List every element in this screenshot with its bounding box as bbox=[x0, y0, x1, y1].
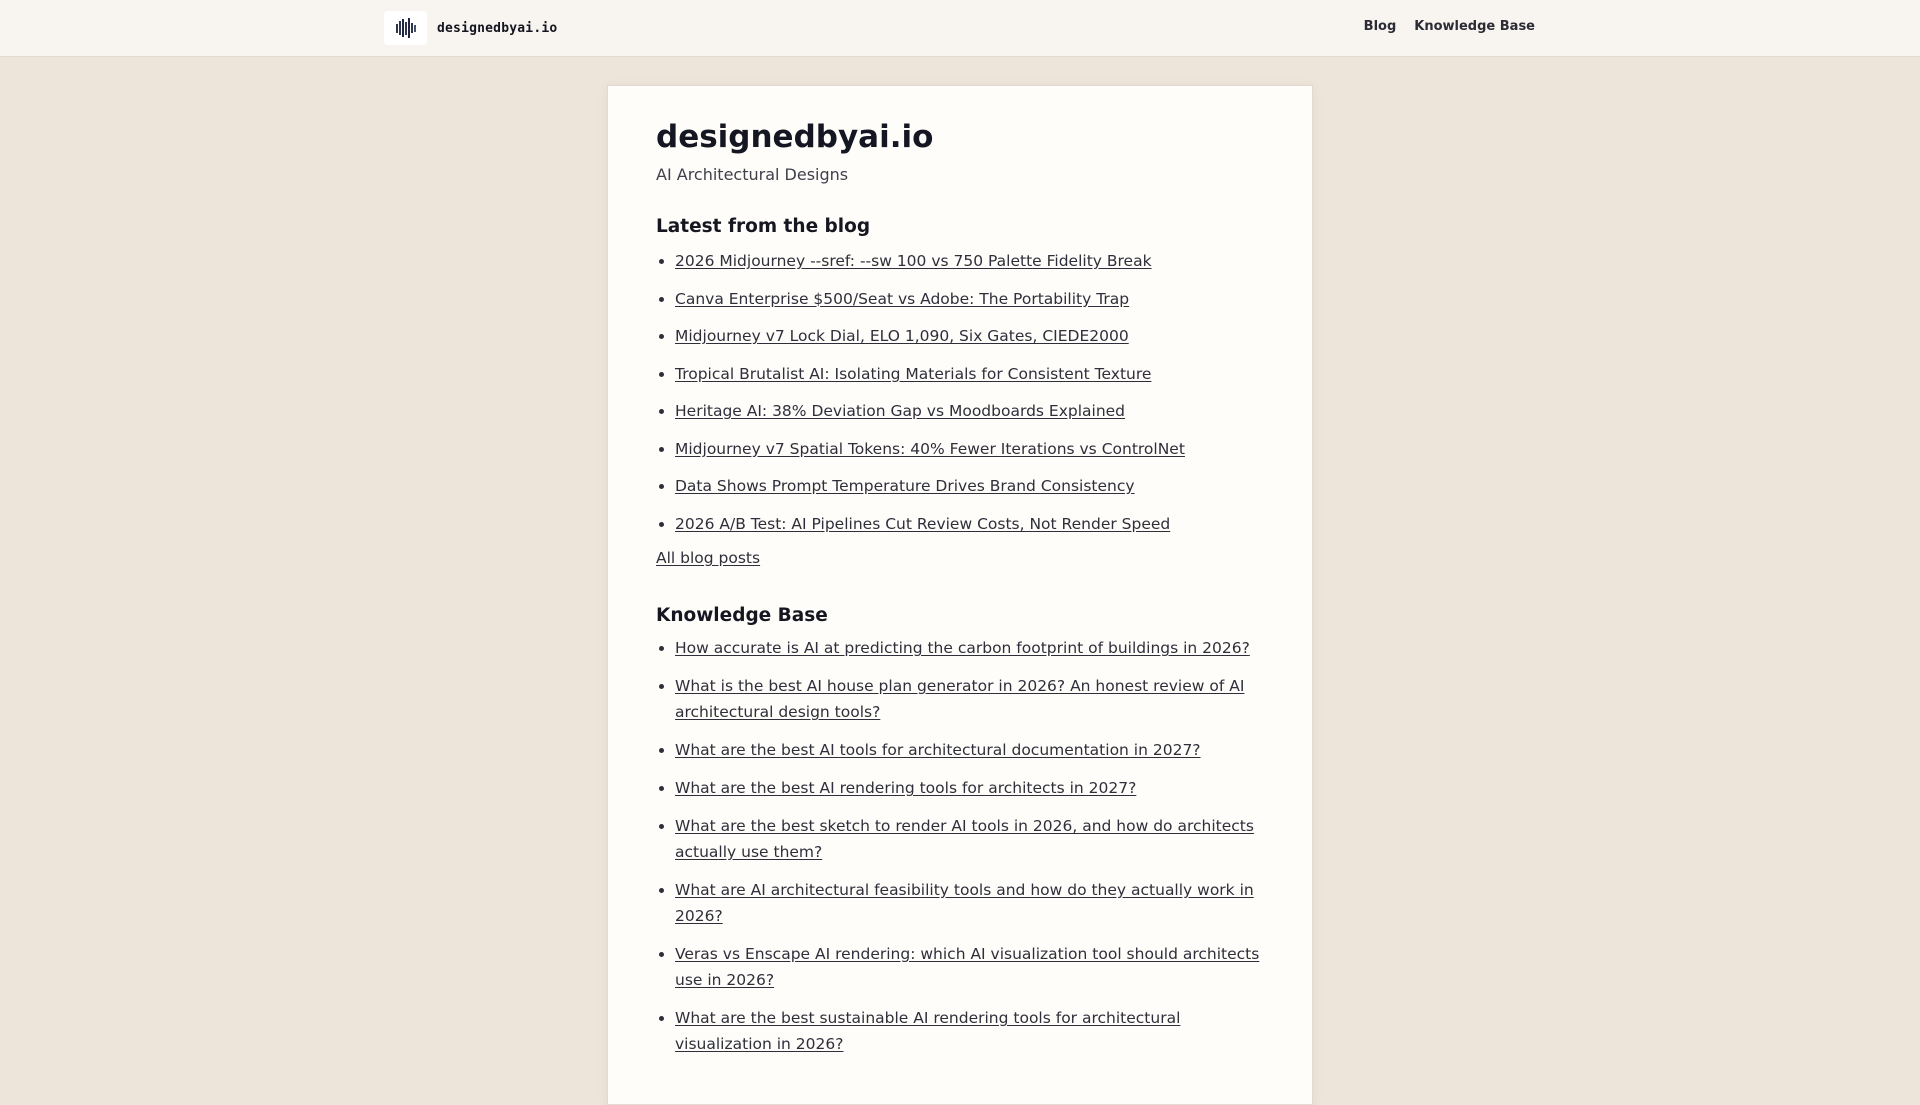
list-item bbox=[675, 286, 1264, 312]
blog-post-link[interactable]: 2026 Midjourney --sref: --sw 100 vs 750 Palette Fidelity Break bbox=[675, 252, 1152, 271]
list-item bbox=[675, 248, 1264, 274]
list-item bbox=[675, 511, 1264, 537]
list-item bbox=[675, 398, 1264, 424]
brand-name: designedbyai.io bbox=[437, 20, 558, 36]
page-subtitle: AI Architectural Designs bbox=[656, 165, 849, 185]
knowledge-base-link[interactable]: What is the best AI house plan generator in 2026? An honest review of AI architectural design tools? bbox=[675, 677, 1245, 722]
knowledge-base-link[interactable]: How accurate is AI at predicting the carbon footprint of buildings in 2026? bbox=[675, 639, 1250, 658]
nav-knowledge-base-link[interactable]: Knowledge Base bbox=[1414, 19, 1535, 34]
knowledge-base-link[interactable]: Veras vs Enscape AI rendering: which AI visualization tool should architects use in 2026? bbox=[675, 945, 1260, 990]
knowledge-base-link[interactable]: What are the best AI rendering tools for architects in 2027? bbox=[675, 779, 1137, 798]
knowledge-base-heading: Knowledge Base bbox=[656, 605, 828, 627]
list-item bbox=[675, 1005, 1264, 1057]
blog-post-link[interactable]: Canva Enterprise $500/Seat vs Adobe: The Portability Trap bbox=[675, 289, 1130, 308]
blog-section-heading: Latest from the blog bbox=[656, 216, 871, 238]
page-title: designedbyai.io bbox=[656, 119, 934, 155]
blog-post-link[interactable]: Tropical Brutalist AI: Isolating Materials for Consistent Texture bbox=[675, 364, 1152, 383]
all-blog-posts-link[interactable]: All blog posts bbox=[656, 549, 761, 568]
blog-post-link[interactable]: Data Shows Prompt Temperature Drives Brand Consistency bbox=[675, 477, 1135, 496]
blog-post-link[interactable]: Heritage AI: 38% Deviation Gap vs Moodboards Explained bbox=[675, 402, 1126, 421]
list-item bbox=[675, 436, 1264, 462]
list-item bbox=[675, 941, 1264, 993]
top-navigation-bar bbox=[0, 0, 1920, 57]
content-card bbox=[607, 85, 1313, 1105]
brand-home-link[interactable] bbox=[384, 11, 557, 45]
nav-blog-link[interactable]: Blog bbox=[1363, 19, 1397, 34]
soundwave-logo-icon bbox=[384, 11, 427, 45]
list-item bbox=[675, 775, 1264, 801]
list-item bbox=[675, 877, 1264, 929]
list-item bbox=[675, 635, 1264, 661]
list-item bbox=[675, 473, 1264, 499]
blog-post-list bbox=[656, 248, 1264, 537]
blog-post-link[interactable]: 2026 A/B Test: AI Pipelines Cut Review Costs, Not Render Speed bbox=[675, 514, 1171, 533]
knowledge-base-link[interactable]: What are the best sustainable AI rendering tools for architectural visualization in 2026? bbox=[675, 1009, 1181, 1054]
list-item bbox=[675, 323, 1264, 349]
list-item bbox=[675, 813, 1264, 865]
blog-post-link[interactable]: Midjourney v7 Lock Dial, ELO 1,090, Six Gates, CIEDE2000 bbox=[675, 327, 1129, 346]
knowledge-base-link[interactable]: What are the best sketch to render AI tools in 2026, and how do architects actually use them? bbox=[675, 817, 1254, 862]
knowledge-base-link[interactable]: What are the best AI tools for architectural documentation in 2027? bbox=[675, 741, 1201, 760]
list-item bbox=[675, 361, 1264, 387]
knowledge-base-list bbox=[656, 635, 1264, 1057]
list-item bbox=[675, 737, 1264, 763]
list-item bbox=[675, 673, 1264, 725]
knowledge-base-link[interactable]: What are AI architectural feasibility tools and how do they actually work in 2026? bbox=[675, 881, 1254, 926]
blog-post-link[interactable]: Midjourney v7 Spatial Tokens: 40% Fewer Iterations vs ControlNet bbox=[675, 439, 1185, 458]
main-nav bbox=[1364, 19, 1535, 34]
